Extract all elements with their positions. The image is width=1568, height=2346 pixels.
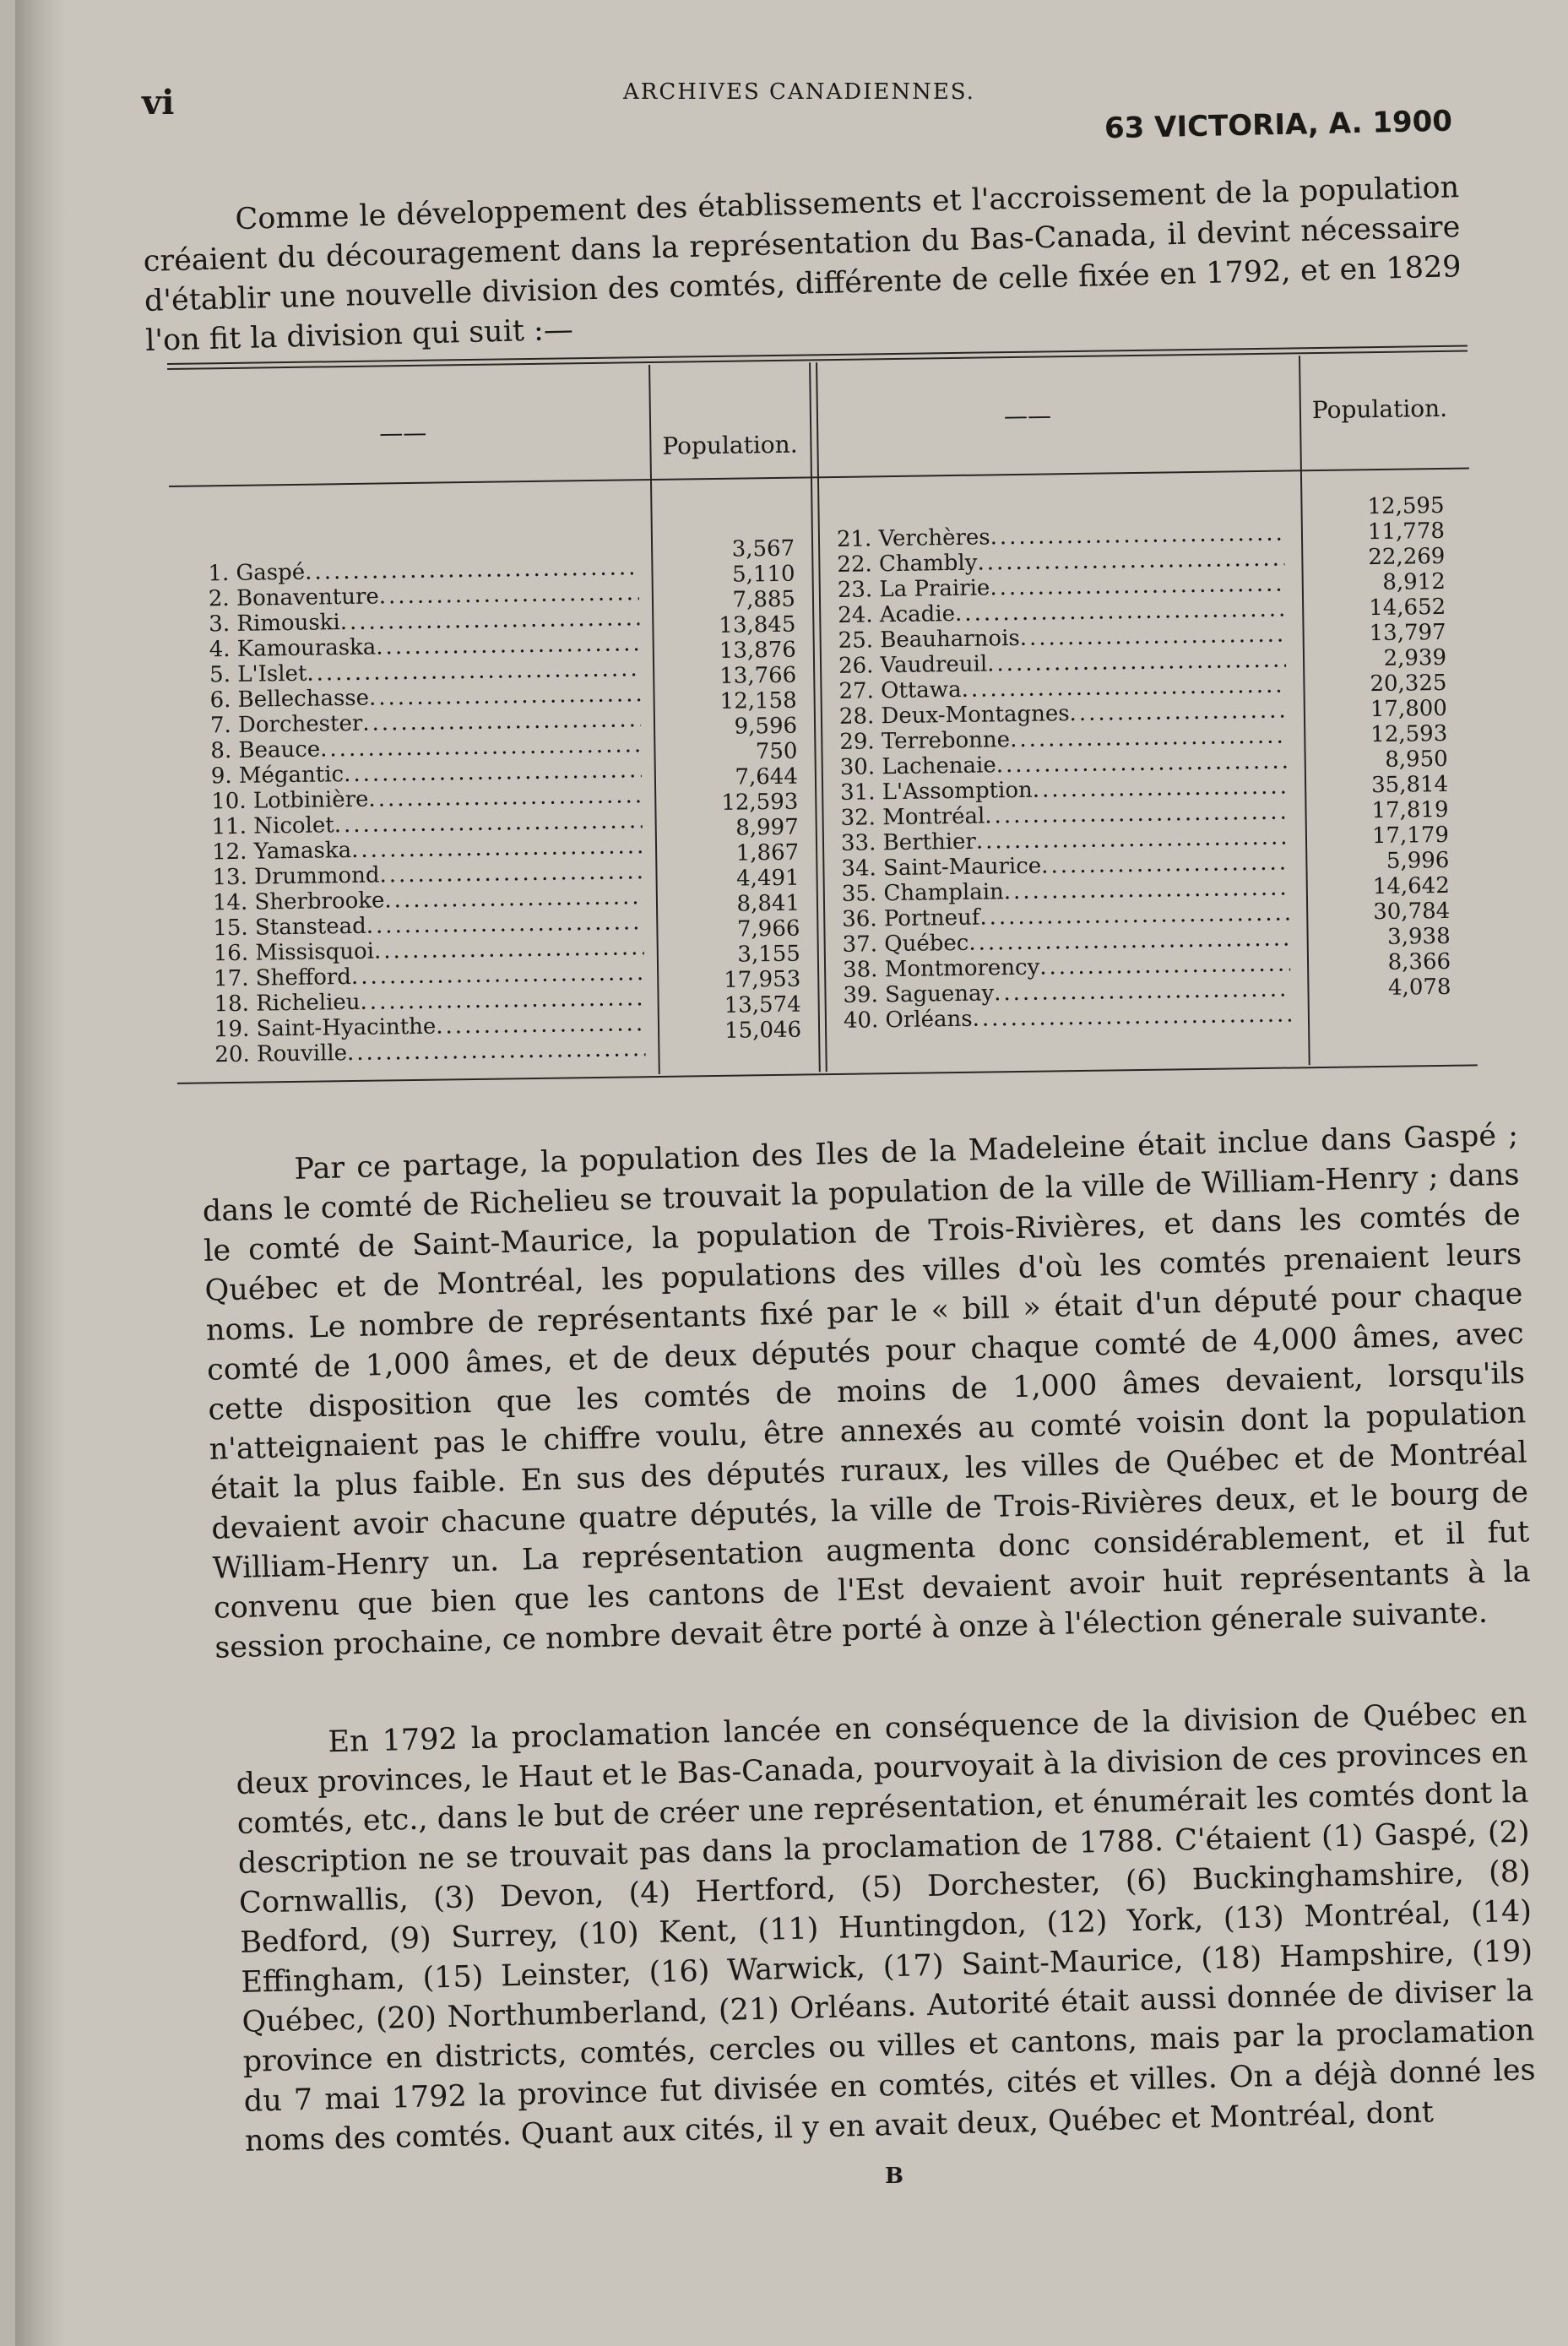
county-name: 2. Bonaventure [208, 584, 380, 612]
county-name: 20. Rouville [214, 1040, 348, 1068]
county-name: 28. Deux-Montagnes [838, 701, 1070, 730]
table-vrule [1299, 356, 1310, 1065]
county-name: 5. L'Islet [209, 660, 307, 688]
population-value: 7,966 [736, 915, 800, 942]
county-name: 9. Mégantic [210, 762, 345, 790]
population-value: 8,950 [1385, 746, 1448, 773]
left-county-list [208, 555, 645, 1067]
county-name: 27. Ottawa [838, 676, 962, 704]
col-header-blank: —— [1003, 401, 1052, 431]
population-value: 14,652 [1368, 594, 1446, 622]
county-name: 4. Kamouraska [209, 634, 377, 663]
county-name: 32. Montréal [840, 803, 985, 831]
population-value: 13,845 [719, 611, 796, 638]
population-value: 3,567 [731, 535, 795, 562]
county-name: 3. Rimouski [209, 610, 340, 638]
table-bottom-rule [177, 1064, 1478, 1084]
population-value: 7,644 [735, 763, 799, 790]
population-value: 5,110 [731, 561, 795, 588]
table-vrule [648, 365, 660, 1074]
county-name: 17. Shefford [213, 964, 352, 992]
county-name: 33. Berthier [840, 828, 977, 856]
population-value: 8,912 [1382, 568, 1446, 595]
population-value: 13,876 [719, 637, 797, 664]
county-name: 14. Sherbrooke [212, 888, 385, 916]
table-row [214, 1036, 645, 1067]
population-value: 7,885 [732, 586, 796, 613]
population-value: 4,491 [735, 865, 800, 892]
county-name: 7. Dorchester [209, 710, 363, 739]
population-value: 4,078 [1387, 974, 1451, 1001]
running-header [15, 74, 1568, 146]
county-name: 6. Bellechasse [209, 685, 370, 714]
population-value: 17,819 [1371, 796, 1449, 824]
population-value: 3,155 [737, 941, 801, 968]
proclamation-paragraph: En 1792 la proclamation lancée en conséquence de la division de Québec en deux provinces, le Haut et le Bas-Canada, pourvoyait à la division de ces provinces en comtés, etc., dans le but de créer une représentation, et énumérait les comtés dont la description ne se trouvait pas dans la proclamation de 1788. C'étaient (1) Gaspé, (2) Cornwallis, (3) Devon, (4) Hertford, (5) Dorchester, (6) Buckinghamshire, (8) Bedford, (9) Surrey, (10) Kent, (11) Huntingdon, (12) York, (13) Montréal, (14) Effingham, (15) Leinster, (16) Warwick, (17) Saint-Maurice, (18) Hampshire, (19) Québec, (20) Northumberland, (21) Orléans. Autorité était aussi donnée de diviser la province en districts, comtés, cercles ou villes et cantons, mais par la proclamation du 7 mai 1792 la province fut divisée en comtés, cités et villes. On a déjà donné les noms des comtés. Quant aux cités, il y en avait deux, Québec et Montréal, dont [236, 1696, 1536, 2159]
intro-paragraph: Comme le développement des établissements et l'accroissement de la population créaient du découragement dans la représentation du Bas-Canada, il devint nécessaire d'établir une nouvelle division des comtés, différente de celle fixée en 1792, et en 1829 l'on fit la division qui suit :— [143, 171, 1462, 358]
col-header-population: Population. [662, 430, 798, 460]
county-name: 10. Lotbinière [211, 786, 369, 815]
county-name: 39. Saguenay [843, 980, 995, 1008]
county-name: 22. Chambly [837, 550, 978, 578]
population-value: 17,179 [1371, 822, 1450, 850]
county-name: 31. L'Assomption [839, 777, 1033, 806]
county-name: 37. Québec [842, 930, 969, 958]
county-name: 24. Acadie [838, 601, 956, 628]
left-population-column [668, 536, 801, 1045]
col-header-population: Population. [1311, 394, 1448, 425]
county-name: 30. Lachenaie [839, 752, 996, 780]
county-name: 19. Saint-Hyacinthe [214, 1013, 437, 1043]
county-name: 13. Drummond [212, 862, 380, 891]
population-value: 35,814 [1370, 771, 1449, 799]
population-value: 15,046 [724, 1017, 802, 1044]
right-county-list [837, 521, 1291, 1034]
county-name: 12. Yamaska [211, 838, 352, 866]
county-name: 36. Portneuf [842, 904, 980, 932]
population-value: 8,366 [1387, 948, 1451, 975]
county-name: 38. Montmorency [842, 954, 1040, 983]
running-title: ARCHIVES CANADIENNES. [623, 79, 975, 105]
county-name: 11. Nicolet [211, 812, 334, 840]
population-value: 12,595 [1367, 492, 1445, 520]
population-value: 5,996 [1386, 847, 1450, 874]
population-value: 2,939 [1383, 644, 1447, 671]
population-value: 9,596 [734, 713, 798, 740]
county-name: 23. La Prairie [837, 575, 990, 603]
population-value: 30,784 [1373, 898, 1451, 926]
population-value: 22,269 [1368, 543, 1446, 571]
population-value: 13,797 [1369, 619, 1446, 647]
right-population-column [1317, 493, 1451, 1002]
page-binding-shadow [15, 0, 66, 2346]
county-name: 25. Beauharnois [838, 625, 1020, 654]
population-value: 12,593 [1370, 720, 1448, 748]
table-row [844, 1002, 1291, 1033]
population-value: 1,867 [735, 839, 800, 866]
county-name: 35. Champlain [841, 879, 1004, 907]
population-value: 13,574 [724, 991, 801, 1018]
population-value: 12,158 [719, 687, 797, 714]
county-name: 18. Richelieu [214, 989, 361, 1018]
col-header-blank: —— [378, 418, 427, 448]
county-name: 29. Terrebonne [839, 727, 1011, 755]
population-value: 17,800 [1370, 695, 1448, 723]
signature-mark: B [885, 2164, 903, 2189]
population-value: 3,938 [1386, 923, 1451, 950]
county-name: 34. Saint-Maurice [841, 853, 1042, 882]
population-value: 12,593 [721, 789, 799, 816]
county-name: 16. Missisquoi [213, 938, 375, 967]
population-value: 13,766 [719, 662, 797, 689]
county-population-table [167, 345, 1478, 1097]
county-name: 1. Gaspé [208, 559, 306, 587]
county-name: 15. Stanstead [213, 913, 366, 942]
county-name: 8. Beauce [210, 736, 321, 764]
scanned-page [15, 0, 1568, 2346]
county-name: 21. Verchères [836, 524, 990, 552]
county-name: 26. Vaudreuil [838, 651, 988, 679]
population-value: 14,642 [1372, 872, 1450, 900]
session-label: 63 VICTORIA, A. 1900 [1104, 104, 1453, 146]
county-name: 40. Orléans [843, 1006, 973, 1034]
population-value: 17,953 [724, 966, 801, 993]
population-value: 11,778 [1367, 518, 1446, 546]
population-value: 20,325 [1370, 670, 1447, 698]
population-value: 8,997 [735, 814, 799, 841]
page-folio: vi [142, 83, 175, 122]
population-value: 750 [755, 738, 798, 765]
population-value: 8,841 [736, 890, 800, 917]
partition-paragraph: Par ce partage, la population des Iles de la Madeleine était inclue dans Gaspé ; dans le comté de Richelieu se trouvait la population de la ville de William-Henry ; dans le comté de Saint-Maurice, la population de Trois-Rivières, et dans les comtés de Québec et de Montréal, les populations des villes d'où les comtés prenaient leurs noms. Le nombre de représentants fixé par le « bill » était d'un député pour chaque comté de 1,000 âmes, et de deux députés pour chaque comté de 4,000 âmes, avec cette disposition que les comtés de moins de 1,000 âmes devaient, lorsqu'ils n'atteignaient pas le chiffre voulu, être annexés au comté voisin dont la population était la plus faible. En sus des députés ruraux, les villes de Québec et de Montréal devaient avoir chacune quatre députés, la ville de Trois-Rivières deux, et le bourg de William-Henry un. La représentation augmenta donc considérablement, et il fut convenu que bien que les cantons de l'Est devaient avoir huit représentants à la session prochaine, ce nombre devait être porté à onze à l'élection génerale suivante. [202, 1118, 1532, 1665]
